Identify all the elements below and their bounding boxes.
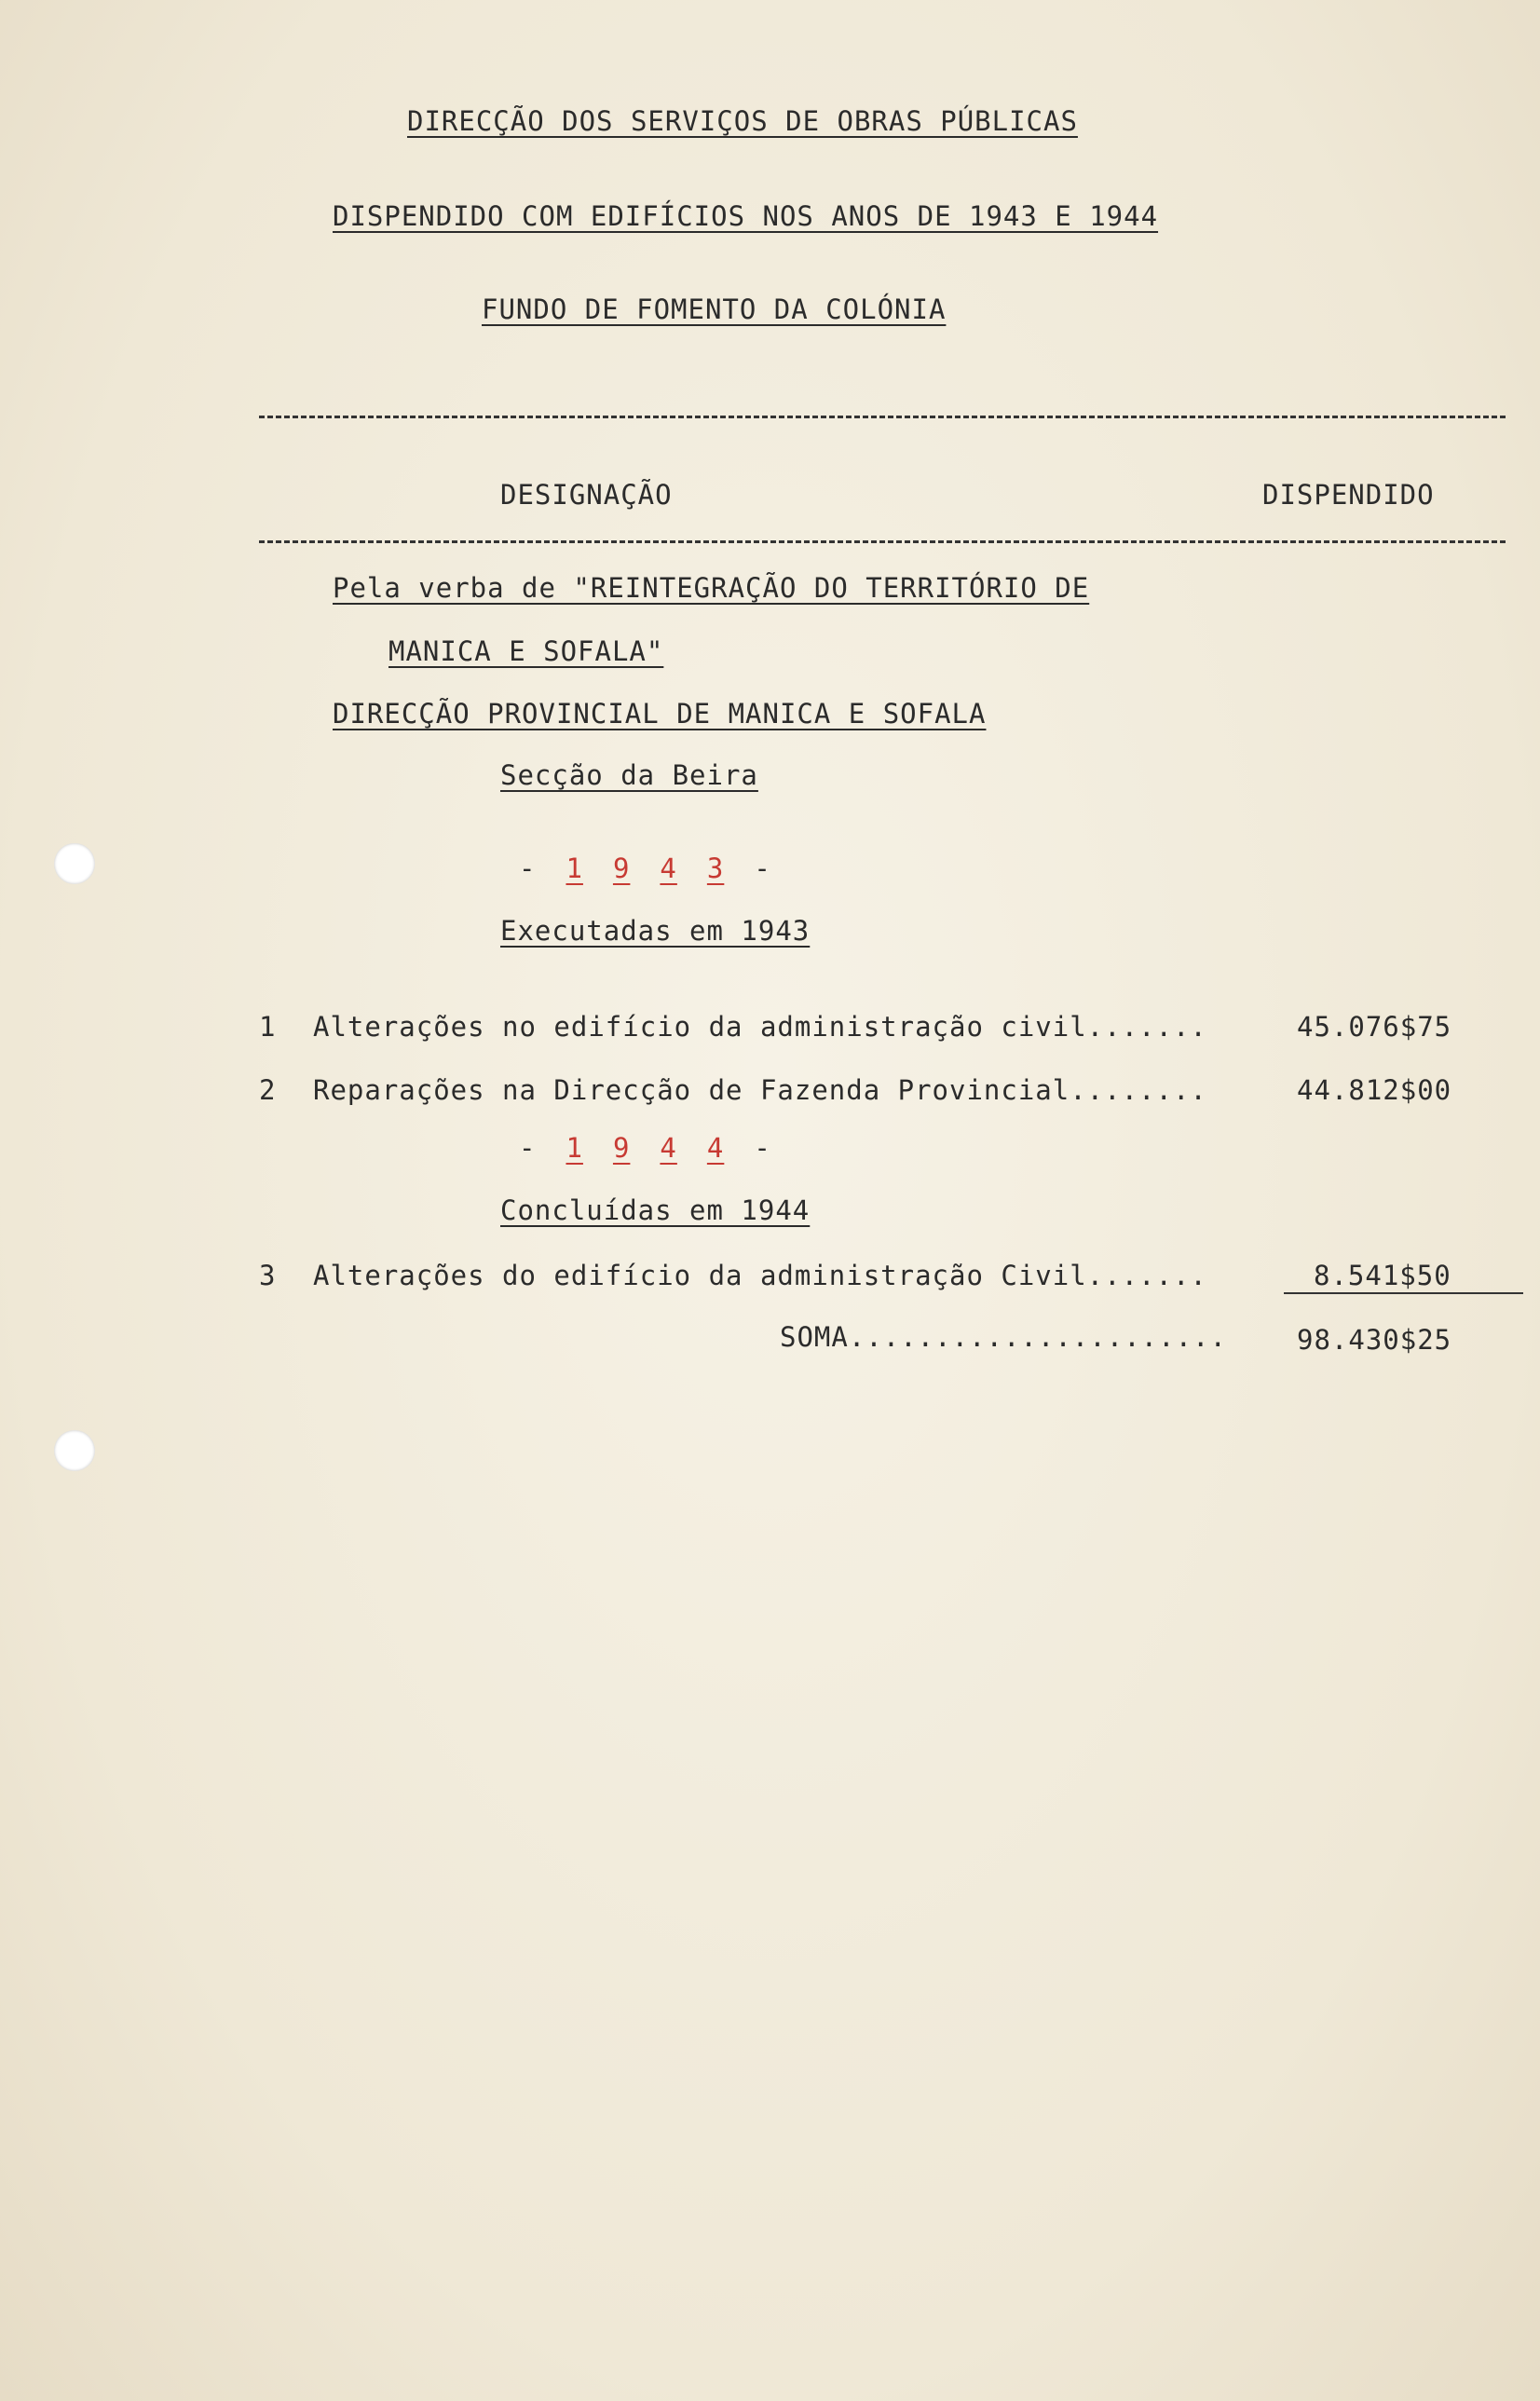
year-1943-subtitle: Executadas em 1943 xyxy=(500,915,811,947)
year-digit: 9 xyxy=(612,853,631,884)
year-dash: - xyxy=(754,853,771,884)
year-dash: - xyxy=(754,1132,771,1164)
year-dash: - xyxy=(519,853,537,884)
table-row xyxy=(259,1011,1207,1043)
header-rule xyxy=(259,540,1506,543)
year-1943-heading xyxy=(519,855,771,882)
year-digit: 4 xyxy=(660,1132,677,1164)
item-amount: 45.076$75 xyxy=(1297,1011,1452,1043)
year-digit: 1 xyxy=(566,853,583,884)
table-row xyxy=(259,1074,1207,1106)
header-line-1: DIRECÇÃO DOS SERVIÇOS DE OBRAS PÚBLICAS xyxy=(407,105,1078,137)
seccao-line: Secção da Beira xyxy=(500,759,758,791)
item-description: Alterações do edifício da administração Civil....... xyxy=(313,1260,1207,1291)
column-header-spent: DISPENDIDO xyxy=(1262,479,1435,511)
year-digit: 4 xyxy=(706,1132,725,1164)
punch-hole xyxy=(54,843,95,884)
header-line-3: FUNDO DE FOMENTO DA COLÓNIA xyxy=(482,293,947,325)
item-amount: 8.541$50 xyxy=(1314,1260,1451,1291)
verba-line-1: Pela verba de "REINTEGRAÇÃO DO TERRITÓRIO DE xyxy=(333,572,1090,604)
total-amount: 98.430$25 xyxy=(1297,1324,1452,1356)
item-description: Reparações na Direcção de Fazenda Provincial........ xyxy=(313,1074,1207,1106)
table-row xyxy=(259,1260,1207,1291)
year-dash: - xyxy=(519,1132,537,1164)
total-label: SOMA...................... xyxy=(780,1321,1227,1353)
year-digit: 9 xyxy=(612,1132,631,1164)
header-line-2: DISPENDIDO COM EDIFÍCIOS NOS ANOS DE 1943 E 1944 xyxy=(333,200,1159,232)
direccao-line: DIRECÇÃO PROVINCIAL DE MANICA E SOFALA xyxy=(333,698,987,730)
year-digit: 3 xyxy=(706,853,725,884)
item-number: 1 xyxy=(259,1011,277,1043)
year-1944-subtitle: Concluídas em 1944 xyxy=(500,1194,811,1226)
year-digit: 1 xyxy=(566,1132,583,1164)
verba-line-2: MANICA E SOFALA" xyxy=(388,635,664,667)
column-header-designation: DESIGNAÇÃO xyxy=(500,479,673,511)
item-description: Alterações no edifício da administração civil....... xyxy=(313,1011,1207,1043)
year-1944-heading xyxy=(519,1132,771,1164)
item-number: 2 xyxy=(259,1074,277,1106)
item-amount: 44.812$00 xyxy=(1297,1074,1452,1106)
item-number: 3 xyxy=(259,1260,277,1291)
subtotal-rule xyxy=(1284,1292,1523,1294)
punch-hole xyxy=(54,1430,95,1471)
top-rule xyxy=(259,416,1506,418)
year-digit: 4 xyxy=(660,853,677,884)
